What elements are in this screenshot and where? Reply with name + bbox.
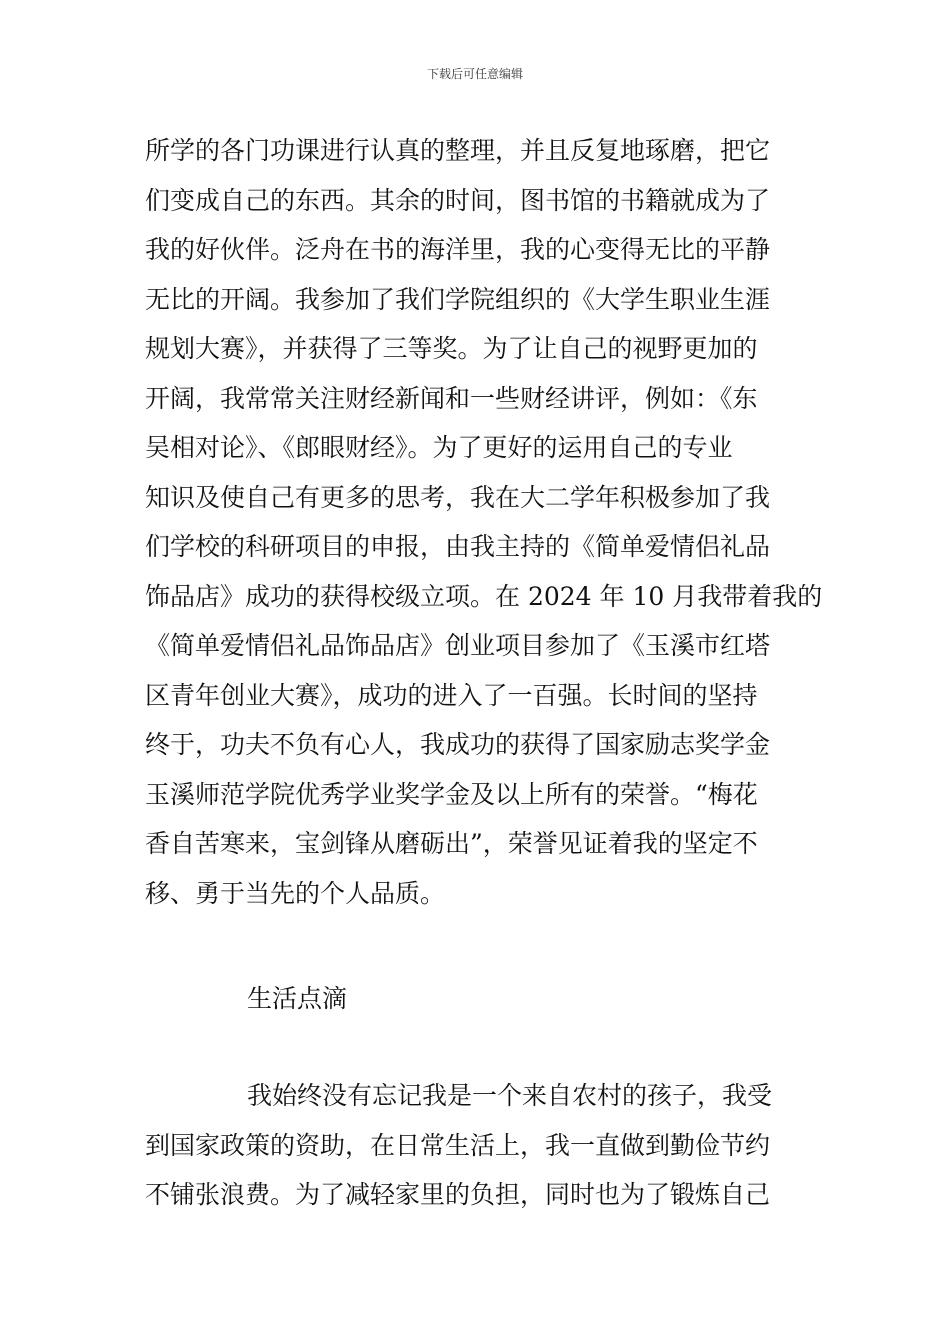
text-line: 玉溪师范学院优秀学业奖学金及以上所有的荣誉。“梅花 (145, 779, 758, 809)
text-line: 我的好伙伴。泛舟在书的海洋里，我的心变得无比的平静 (145, 235, 771, 264)
text-line: 们学校的科研项目的申报，由我主持的《简单爱情侣礼品 (145, 532, 771, 561)
text-line: 终于，功夫不负有心人，我成功的获得了国家励志奖学金 (145, 730, 771, 759)
text-line: 们变成自己的东西。其余的时间，图书馆的书籍就成为了 (145, 185, 771, 215)
text-line: 《简单爱情侣礼品饰品店》创业项目参加了《玉溪市红塔 (145, 631, 771, 660)
text-line: 规划大赛》，并获得了三等奖。为了让自己的视野更加的 (145, 334, 758, 363)
text-line: 所学的各门功课进行认真的整理，并且反复地琢磨，把它 (145, 136, 771, 165)
text-line: 饰品店》成功的获得校级立项。在 2024 年 10 月我带着我的 (145, 581, 823, 611)
paragraph-daily-life (145, 1071, 810, 1220)
text-line: 我始终没有忘记我是一个来自农村的孩子，我受 (247, 1081, 773, 1110)
text-line: 移、勇于当先的个人品质。 (145, 878, 446, 908)
text-line: 吴相对论》、《郎眼财经》。为了更好的运用自己的专业 (145, 433, 733, 462)
paragraph-achievements (145, 126, 823, 918)
page-header: 下载后可任意编辑 (426, 67, 523, 81)
text-line: 香自苦寒来，宝剑锋从磨砺出”，荣誉见证着我的坚定不 (145, 829, 758, 858)
text-line: 区青年创业大赛》，成功的进入了一百强。长时间的坚持 (145, 680, 758, 710)
text-line: 不铺张浪费。为了减轻家里的负担，同时也为了锻炼自己 (145, 1180, 771, 1209)
text-line: 知识及使自己有更多的思考，我在大二学年积极参加了我 (145, 482, 771, 512)
text-line: 到国家政策的资助，在日常生活上，我一直做到勤俭节约 (145, 1130, 771, 1160)
text-line: 无比的开阔。我参加了我们学院组织的《大学生职业生涯 (145, 284, 771, 314)
text-line: 开阔，我常常关注财经新闻和一些财经讲评，例如：《东 (145, 383, 758, 413)
section-heading: 生活点滴 (247, 984, 348, 1013)
